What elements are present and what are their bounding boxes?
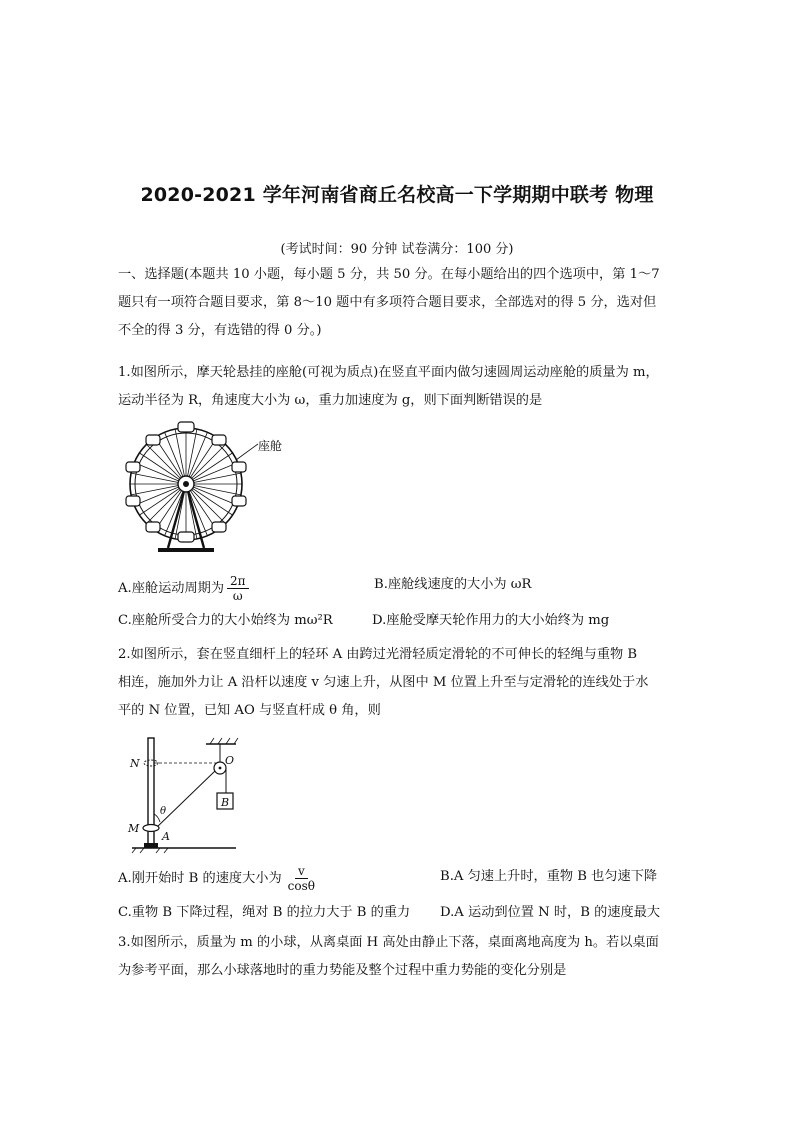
q1-option-a-text: A.座舱运动周期为 (118, 581, 225, 596)
q2-stem-line-1: 2.如图所示，套在竖直细杆上的轻环 A 由跨过光滑轻质定滑轮的不可伸长的轻绳与重物 B (118, 647, 638, 662)
q2-option-b: B.A 匀速上升时，重物 B 也匀速下降 (440, 869, 658, 884)
label-b: B (221, 796, 230, 809)
q2-option-a-text: A.刚开始时 B 的速度大小为 (118, 871, 282, 886)
section-instructions-line-3: 不全的得 3 分，有选错的得 0 分。) (118, 323, 322, 338)
q2-option-c: C.重物 B 下降过程，绳对 B 的拉力大于 B 的重力 (118, 905, 411, 920)
label-o: O (225, 754, 235, 767)
q1-option-d: D.座舱受摩天轮作用力的大小始终为 mg (372, 613, 610, 628)
q3-stem-line-1: 3.如图所示，质量为 m 的小球，从离桌面 H 高处由静止下落，桌面离地高度为 h。若以桌面 (118, 935, 659, 950)
page-title: 2020-2021 学年河南省商丘名校高一下学期期中联考 物理 (140, 184, 654, 206)
q1-option-a-fraction (227, 574, 249, 603)
label-theta: θ (160, 806, 167, 817)
q2-option-a-fraction (285, 864, 318, 893)
cabin-label: 座舱 (258, 439, 283, 453)
q1-option-b: B.座舱线速度的大小为 ωR (374, 577, 532, 592)
q3-stem-line-2: 为参考平面，那么小球落地时的重力势能及整个过程中重力势能的变化分别是 (118, 963, 567, 978)
q2-option-a-denominator: cosθ (287, 879, 315, 893)
pulley-figure (118, 736, 242, 858)
q1-option-a-denominator: ω (232, 589, 243, 603)
label-a: A (162, 830, 170, 843)
q1-stem-line-2: 运动半径为 R，角速度大小为 ω，重力加速度为 g，则下面判断错误的是 (118, 393, 543, 408)
exam-info: (考试时间：90 分钟 试卷满分：100 分) (280, 242, 514, 257)
q1-stem-line-1: 1.如图所示，摩天轮悬挂的座舱(可视为质点)在竖直平面内做匀速圆周运动座舱的质量为 m， (118, 365, 659, 380)
q1-option-c: C.座舱所受合力的大小始终为 mω²R (118, 613, 333, 628)
section-instructions-line-2: 题只有一项符合题目要求，第 8～10 题中有多项符合题目要求，全部选对的得 5 分，选对但 (118, 295, 657, 310)
label-m: M (128, 822, 140, 835)
q2-option-a (118, 864, 318, 893)
q2-stem-line-2: 相连，施加外力让 A 沿杆以速度 v 匀速上升，从图中 M 位置上升至与定滑轮的连线处于水 (118, 675, 649, 690)
label-n: N (130, 757, 140, 770)
q2-option-a-numerator: v (295, 864, 308, 879)
q1-option-a (118, 574, 249, 603)
q1-option-a-numerator: 2π (227, 574, 249, 589)
ferris-wheel-figure (118, 418, 290, 568)
section-instructions-line-1: 一、选择题(本题共 10 小题，每小题 5 分，共 50 分。在每小题给出的四个选项中，第 1～7 (118, 267, 660, 282)
q2-option-d: D.A 运动到位置 N 时，B 的速度最大 (440, 905, 661, 920)
q2-stem-line-3: 平的 N 位置，已知 AO 与竖直杆成 θ 角，则 (118, 703, 381, 718)
